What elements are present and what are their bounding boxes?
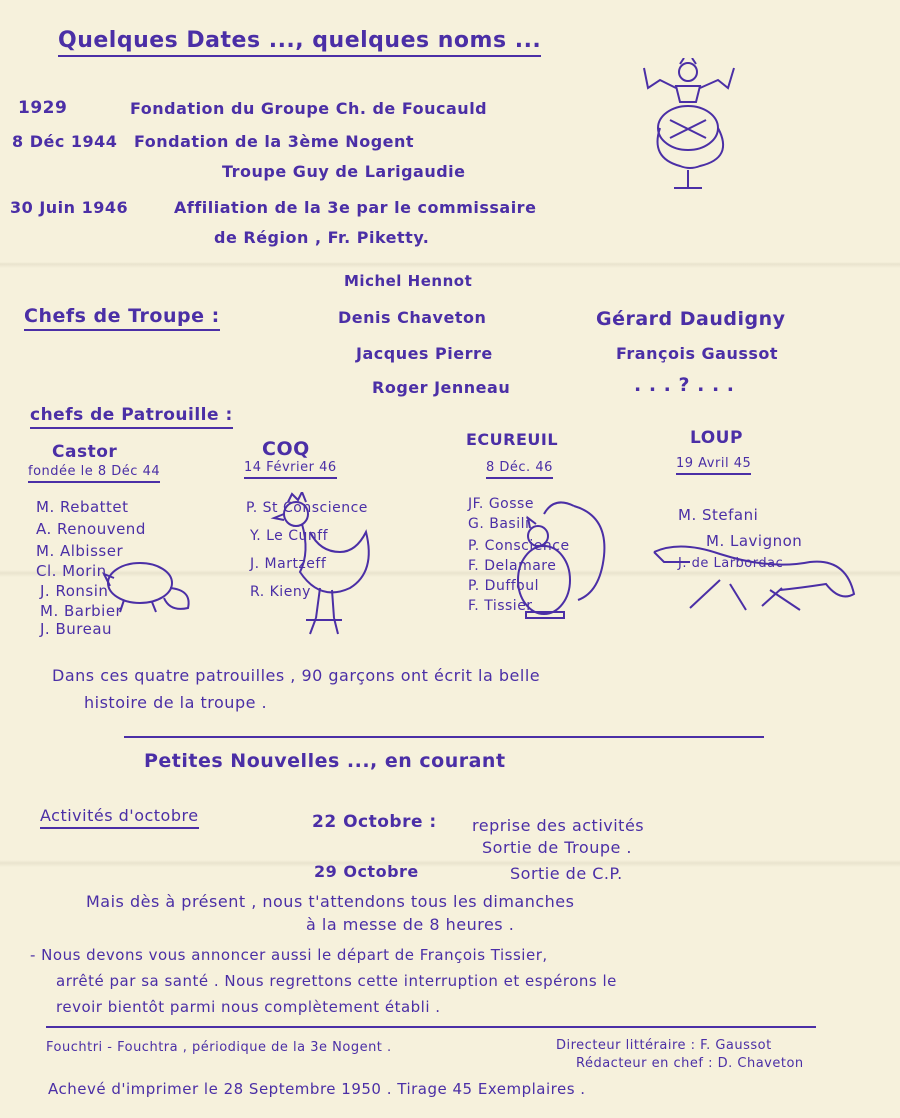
castor-member: M. Barbier <box>40 602 123 620</box>
chef-troupe-unknown: . . . ? . . . <box>634 374 735 396</box>
footer-printed: Achevé d'imprimer le 28 Septembre 1950 . Tirage 45 Exemplaires . <box>48 1080 586 1098</box>
date-1929-text: Fondation du Groupe Ch. de Foucauld <box>130 99 488 118</box>
ecureuil-member: JF. Gosse <box>468 496 534 512</box>
beaver-icon <box>100 548 195 618</box>
activity-date: 22 Octobre : <box>312 812 437 832</box>
chef-troupe-name: Jacques Pierre <box>356 344 493 363</box>
summary-line-2: histoire de la troupe . <box>84 693 268 712</box>
chef-troupe-name: Denis Chaveton <box>338 308 487 327</box>
date-1946-text: Affiliation de la 3e par le commissaire <box>174 198 537 217</box>
castor-member: J. Bureau <box>40 620 113 638</box>
loup-member: M. Lavignon <box>706 532 803 550</box>
date-1944-text: Fondation de la 3ème Nogent <box>134 132 415 151</box>
patrol-founded-castor: fondée le 8 Déc 44 <box>28 464 160 483</box>
date-1929: 1929 <box>18 98 68 118</box>
patrol-name-ecureuil: ECUREUIL <box>466 430 559 449</box>
castor-member: Cl. Morin <box>36 562 107 580</box>
castor-member: M. Albisser <box>36 542 124 560</box>
page-title: Quelques Dates ..., quelques noms ... <box>58 28 541 57</box>
activity-text: Sortie de Troupe . <box>482 838 633 857</box>
sunday-note-1: Mais dès à présent , nous t'attendons tous les dimanches <box>86 892 575 911</box>
chef-troupe-name: Michel Hennot <box>344 272 473 290</box>
castor-member: J. Ronsin <box>40 582 109 600</box>
announcement-line-1: - Nous devons vous annoncer aussi le départ de François Tissier, <box>30 946 548 964</box>
news-title: Petites Nouvelles ..., en courant <box>144 750 506 772</box>
patrol-founded-loup: 19 Avril 45 <box>676 456 751 475</box>
ecureuil-member: F. Tissier <box>468 598 533 614</box>
footer-editor: Rédacteur en chef : D. Chaveton <box>576 1056 804 1071</box>
ecureuil-member: F. Delamare <box>468 558 557 574</box>
patrol-founded-ecureuil: 8 Déc. 46 <box>486 460 553 479</box>
loup-member: M. Stefani <box>678 506 759 524</box>
footer-publication: Fouchtri - Fouchtra , périodique de la 3e Nogent . <box>46 1040 392 1055</box>
announcement-line-3: revoir bientôt parmi nous complètement établi . <box>56 998 441 1016</box>
ecureuil-member: P. Conscience <box>468 538 570 554</box>
patrol-founded-coq: 14 Février 46 <box>244 460 337 479</box>
date-1946: 30 Juin 1946 <box>10 198 129 217</box>
summary-line-1: Dans ces quatre patrouilles , 90 garçons ont écrit la belle <box>52 666 541 685</box>
chef-troupe-name: François Gaussot <box>616 344 779 363</box>
chef-troupe-name: Roger Jenneau <box>372 378 511 397</box>
activity-text: reprise des activités <box>472 816 645 835</box>
castor-member: M. Rebattet <box>36 498 129 516</box>
chef-troupe-name: Gérard Daudigny <box>596 308 786 330</box>
activity-text: Sortie de C.P. <box>510 864 623 883</box>
activites-label: Activités d'octobre <box>40 806 199 829</box>
coq-member: Y. Le Cunff <box>250 528 329 544</box>
activity-date: 29 Octobre <box>314 862 419 881</box>
coq-member: P. St Conscience <box>246 500 368 516</box>
date-1944: 8 Déc 1944 <box>12 132 118 151</box>
patrol-name-loup: LOUP <box>690 428 743 448</box>
ecureuil-member: G. Basili <box>468 516 530 532</box>
date-1946-text-2: de Région , Fr. Piketty. <box>214 228 430 247</box>
squirrel-icon <box>504 496 614 631</box>
patrol-name-castor: Castor <box>52 442 118 462</box>
coq-member: R. Kieny <box>250 584 311 600</box>
coq-member: J. Martzeff <box>250 556 327 572</box>
ecureuil-member: P. Duffoul <box>468 578 540 594</box>
footer-director: Directeur littéraire : F. Gaussot <box>556 1038 772 1053</box>
troupe-name: Troupe Guy de Larigaudie <box>222 162 466 181</box>
divider <box>124 736 764 738</box>
patrol-name-coq: COQ <box>262 438 310 460</box>
loup-member: J. de Larbordac <box>678 556 784 571</box>
sunday-note-2: à la messe de 8 heures . <box>306 915 515 934</box>
dancing-figure-icon <box>630 58 750 193</box>
wolf-icon <box>650 540 860 615</box>
announcement-line-2: arrêté par sa santé . Nous regrettons cette interruption et espérons le <box>56 972 617 990</box>
chefs-de-troupe-label: Chefs de Troupe : <box>24 305 220 331</box>
chefs-de-patrouille-label: chefs de Patrouille : <box>30 405 233 429</box>
castor-member: A. Renouvend <box>36 520 146 538</box>
divider <box>46 1026 816 1028</box>
rooster-icon <box>270 492 380 642</box>
